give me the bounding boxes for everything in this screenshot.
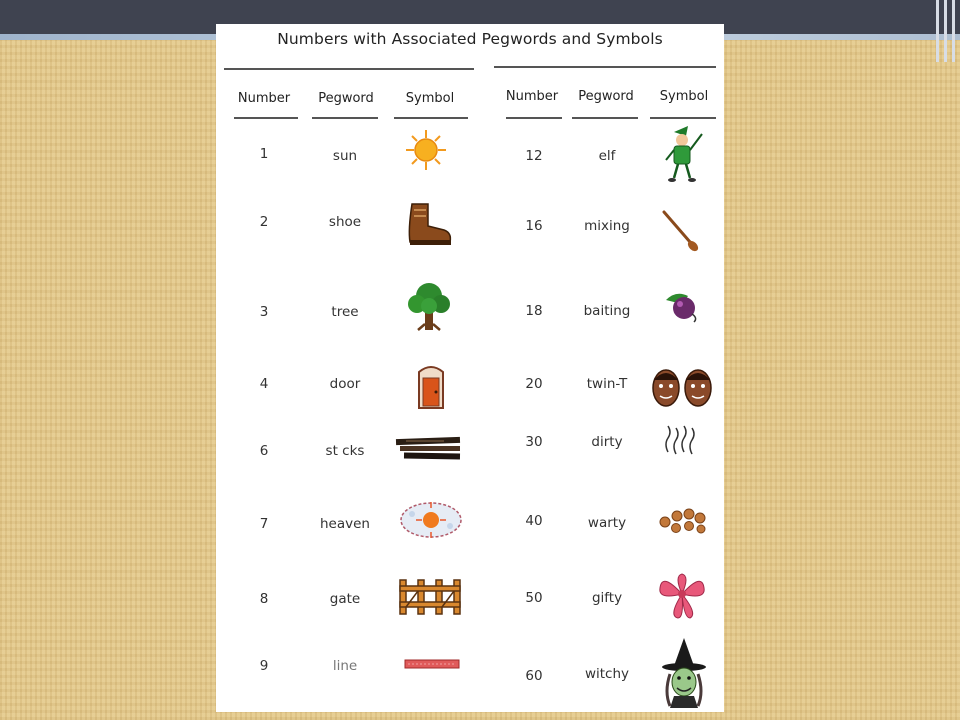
header-pegword-left: Pegword [318,91,374,106]
row-pegword: elf [598,148,616,164]
gift-bow-icon [654,570,710,620]
header-number-right: Number [505,89,559,104]
row-pegword: baiting [583,303,631,319]
tree-icon [406,280,452,334]
row-number: 1 [259,146,269,162]
row-pegword: heaven [320,516,370,532]
row-pegword: witchy [584,666,630,682]
header-underline [234,117,298,119]
row-pegword: gifty [591,590,623,606]
sticks-icon [394,436,464,462]
row-pegword: warty [587,515,627,531]
title-rule-right [494,66,716,68]
header-symbol-right: Symbol [659,89,709,104]
row-number: 18 [525,303,543,319]
row-number: 3 [259,304,269,320]
spoon-icon [660,208,704,254]
row-pegword: dirty [591,434,623,450]
fishing-lure-icon [662,286,702,324]
row-number: 7 [259,516,269,532]
row-number: 4 [259,376,269,392]
row-number: 9 [259,658,269,674]
row-number: 40 [525,513,543,529]
row-number: 20 [525,376,543,392]
row-pegword: tree [331,304,359,320]
elf-icon [658,124,710,184]
header-symbol-left: Symbol [405,91,455,106]
header-pegword-right: Pegword [578,89,634,104]
row-pegword: door [329,376,361,392]
header-underline [650,117,716,119]
header-underline [312,117,378,119]
witch-icon [658,636,710,710]
header-underline [394,117,468,119]
row-number: 2 [259,214,269,230]
sheet-title: Numbers with Associated Pegwords and Symbols [277,30,663,48]
row-number: 60 [525,668,543,684]
pegword-sheet [216,24,724,712]
door-icon [416,364,446,410]
row-number: 50 [525,590,543,606]
boot-icon [404,200,454,248]
row-number: 16 [525,218,543,234]
header-underline [506,117,562,119]
row-pegword: sun [332,148,358,164]
gate-icon [398,576,464,616]
sun-icon [404,128,448,172]
row-number: 30 [525,434,543,450]
line-icon [404,658,460,670]
row-pegword: shoe [328,214,362,230]
twin-faces-icon [650,364,716,412]
header-number-left: Number [237,91,291,106]
title-rule-left [224,68,474,70]
row-pegword: mixing [584,218,630,234]
dirt-lines-icon [664,424,700,456]
row-pegword: line [332,658,358,674]
heaven-icon [398,494,464,542]
corner-decoration [930,0,960,62]
row-pegword: gate [329,591,361,607]
row-number: 6 [259,443,269,459]
warts-icon [658,506,708,534]
header-underline [572,117,638,119]
row-pegword: twin-T [586,376,628,392]
row-number: 8 [259,591,269,607]
row-pegword: st cks [325,443,365,459]
row-number: 12 [525,148,543,164]
